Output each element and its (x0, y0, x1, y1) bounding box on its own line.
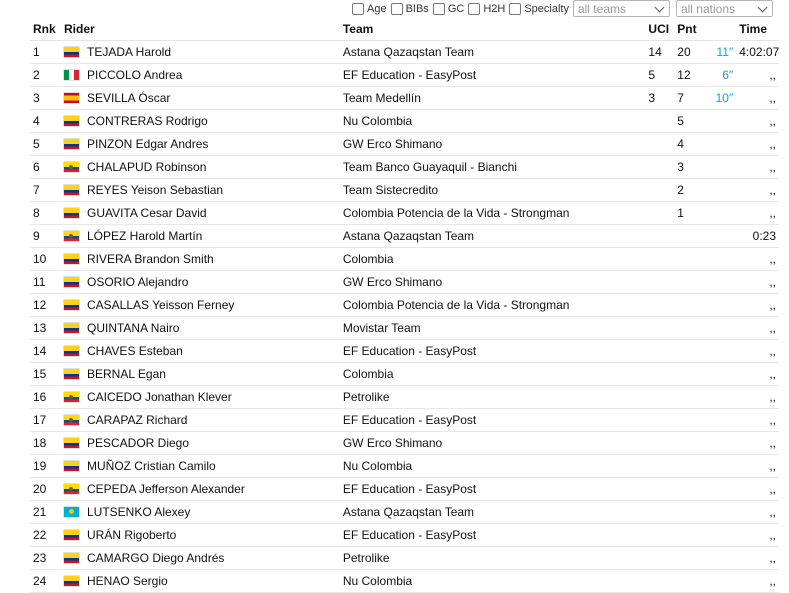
bonus-cell (706, 547, 736, 570)
flag-ecu-icon (64, 162, 79, 172)
pnt-cell: 5 (674, 110, 706, 133)
flag-ecu-icon (64, 415, 79, 425)
header-rider[interactable]: Rider (61, 18, 340, 41)
pnt-cell (674, 225, 706, 248)
table-row (30, 409, 779, 432)
flag-col-icon (64, 530, 79, 540)
table-row (30, 524, 779, 547)
pnt-cell: 12 (674, 64, 706, 87)
time-cell: ,, (736, 110, 779, 133)
time-cell: ,, (736, 386, 779, 409)
team-link[interactable]: Nu Colombia (340, 455, 646, 478)
chevron-down-icon (758, 3, 768, 13)
table-row (30, 41, 779, 64)
pnt-cell: 1 (674, 202, 706, 225)
bonus-cell (706, 133, 736, 156)
table-row (30, 363, 779, 386)
uci-cell: 14 (645, 41, 674, 64)
flag-col-icon (64, 254, 79, 264)
bibs-checkbox[interactable] (391, 3, 403, 15)
flag-col-icon (64, 438, 79, 448)
uci-cell (645, 202, 674, 225)
rider-link[interactable]: TEJADA Harold (86, 45, 172, 59)
uci-cell (645, 363, 674, 386)
table-row (30, 432, 779, 455)
rank-cell: 6 (30, 156, 61, 179)
table-row (30, 87, 779, 110)
flag-col-icon (64, 300, 79, 310)
flag-ecu-icon (64, 392, 79, 402)
rank-cell: 12 (30, 294, 61, 317)
uci-cell (645, 478, 674, 501)
uci-cell (645, 271, 674, 294)
time-cell: ,, (736, 64, 779, 87)
flag-col-icon (64, 208, 79, 218)
flag-col-icon (64, 323, 79, 333)
chevron-down-icon (655, 3, 665, 13)
flag-col-icon (64, 47, 79, 57)
filter-age[interactable] (352, 3, 387, 15)
rider-link[interactable]: LÓPEZ Harold Martín (86, 229, 203, 243)
bonus-cell (706, 409, 736, 432)
rank-cell: 20 (30, 478, 61, 501)
uci-cell (645, 294, 674, 317)
rider-cell (61, 64, 340, 87)
bonus-cell: 6″ (706, 64, 736, 87)
header-rnk[interactable]: Rnk (30, 18, 61, 41)
rank-cell: 11 (30, 271, 61, 294)
table-header-row (30, 18, 779, 41)
flag-kaz-icon (64, 507, 79, 517)
flag-ecu-icon (64, 231, 79, 241)
team-select[interactable] (573, 0, 670, 17)
table-row (30, 294, 779, 317)
time-cell: ,, (736, 501, 779, 524)
rider-cell (61, 179, 340, 202)
bonus-cell (706, 225, 736, 248)
time-cell: ,, (736, 570, 779, 593)
pnt-cell: 4 (674, 133, 706, 156)
bonus-cell (706, 294, 736, 317)
time-cell: ,, (736, 455, 779, 478)
time-cell: 4:02:07 (736, 41, 779, 64)
header-team[interactable]: Team (340, 18, 646, 41)
rank-cell: 10 (30, 248, 61, 271)
rider-cell (61, 271, 340, 294)
flag-col-icon (64, 277, 79, 287)
time-cell: ,, (736, 87, 779, 110)
rider-cell (61, 41, 340, 64)
team-link[interactable]: Nu Colombia (340, 110, 646, 133)
h2h-label: H2H (483, 2, 506, 15)
time-cell: ,, (736, 294, 779, 317)
team-link[interactable]: GW Erco Shimano (340, 133, 646, 156)
table-row (30, 501, 779, 524)
bonus-cell (706, 455, 736, 478)
pnt-cell: 2 (674, 179, 706, 202)
rider-link[interactable]: PESCADOR Diego (86, 436, 190, 450)
team-link[interactable]: Colombia (340, 363, 646, 386)
nation-select-value: all nations (680, 1, 736, 16)
bonus-cell (706, 317, 736, 340)
rider-cell (61, 110, 340, 133)
uci-cell (645, 248, 674, 271)
rider-link[interactable]: URÁN Rigoberto (86, 528, 177, 542)
team-link[interactable]: Team Sistecredito (340, 179, 646, 202)
nation-select[interactable] (676, 0, 773, 17)
bonus-cell (706, 524, 736, 547)
age-checkbox[interactable] (352, 3, 364, 15)
age-label: Age (367, 2, 387, 15)
table-row (30, 455, 779, 478)
team-select-value: all teams (577, 1, 626, 16)
rider-cell (61, 340, 340, 363)
time-cell: ,, (736, 340, 779, 363)
flag-ita-icon (64, 70, 79, 80)
time-cell: ,, (736, 248, 779, 271)
pnt-cell (674, 409, 706, 432)
filter-bibs[interactable] (391, 3, 429, 15)
team-link[interactable]: Astana Qazaqstan Team (340, 225, 646, 248)
uci-cell (645, 432, 674, 455)
table-row (30, 478, 779, 501)
header-bonus (706, 18, 736, 41)
flag-col-icon (64, 576, 79, 586)
rider-link[interactable]: PICCOLO Andrea (86, 68, 183, 82)
pnt-cell: 20 (674, 41, 706, 64)
rank-cell: 5 (30, 133, 61, 156)
bonus-cell (706, 432, 736, 455)
header-pnt[interactable]: Pnt (674, 18, 706, 41)
rider-cell (61, 133, 340, 156)
results-table (30, 18, 779, 593)
table-row (30, 271, 779, 294)
rank-cell: 19 (30, 455, 61, 478)
pnt-cell: 3 (674, 156, 706, 179)
pnt-cell (674, 271, 706, 294)
rider-cell (61, 432, 340, 455)
table-row (30, 133, 779, 156)
rider-link[interactable]: PINZON Edgar Andres (86, 137, 209, 151)
rider-cell (61, 202, 340, 225)
rank-cell: 13 (30, 317, 61, 340)
table-row (30, 340, 779, 363)
uci-cell (645, 386, 674, 409)
pnt-cell (674, 455, 706, 478)
time-cell: ,, (736, 409, 779, 432)
rider-link[interactable]: MUÑOZ Cristian Camilo (86, 459, 216, 473)
table-row (30, 110, 779, 133)
bonus-cell (706, 501, 736, 524)
rider-link[interactable]: BERNAL Egan (86, 367, 166, 381)
time-cell: 0:23 (736, 225, 779, 248)
pnt-cell (674, 294, 706, 317)
results-body (30, 41, 779, 593)
flag-col-icon (64, 116, 79, 126)
rank-cell: 1 (30, 41, 61, 64)
team-link[interactable]: Petrolike (340, 547, 646, 570)
uci-cell (645, 547, 674, 570)
bonus-cell (706, 570, 736, 593)
bonus-cell (706, 386, 736, 409)
team-link[interactable]: Movistar Team (340, 317, 646, 340)
table-row (30, 317, 779, 340)
bonus-cell (706, 478, 736, 501)
rider-cell (61, 294, 340, 317)
rider-cell (61, 248, 340, 271)
rank-cell: 18 (30, 432, 61, 455)
specialty-checkbox[interactable] (509, 3, 521, 15)
rider-link[interactable]: GUAVITA Cesar David (86, 206, 207, 220)
rank-cell: 22 (30, 524, 61, 547)
rider-cell (61, 363, 340, 386)
flag-ecu-icon (64, 484, 79, 494)
time-cell: ,, (736, 133, 779, 156)
rider-cell (61, 87, 340, 110)
time-cell: ,, (736, 202, 779, 225)
time-cell: ,, (736, 156, 779, 179)
pnt-cell: 7 (674, 87, 706, 110)
rider-cell (61, 156, 340, 179)
rank-cell: 4 (30, 110, 61, 133)
rider-cell (61, 501, 340, 524)
rider-cell (61, 386, 340, 409)
rider-link[interactable]: CEPEDA Jefferson Alexander (86, 482, 245, 496)
pnt-cell (674, 317, 706, 340)
filter-bar (352, 0, 779, 17)
rider-link[interactable]: CHALAPUD Robinson (86, 160, 207, 174)
flag-col-icon (64, 139, 79, 149)
uci-cell (645, 110, 674, 133)
team-link[interactable]: Team Medellín (340, 87, 646, 110)
team-link[interactable]: GW Erco Shimano (340, 432, 646, 455)
team-link[interactable]: Colombia Potencia de la Vida - Strongman (340, 294, 646, 317)
header-time[interactable]: Time (736, 18, 779, 41)
pnt-cell (674, 570, 706, 593)
team-link[interactable]: EF Education - EasyPost (340, 478, 646, 501)
uci-cell (645, 524, 674, 547)
uci-cell (645, 317, 674, 340)
flag-col-icon (64, 185, 79, 195)
uci-cell (645, 409, 674, 432)
pnt-cell (674, 386, 706, 409)
pnt-cell (674, 432, 706, 455)
header-uci[interactable]: UCI (645, 18, 674, 41)
rider-link[interactable]: CARAPAZ Richard (86, 413, 188, 427)
rider-link[interactable]: CONTRERAS Rodrigo (86, 114, 208, 128)
filter-h2h[interactable] (468, 3, 505, 15)
time-cell: ,, (736, 432, 779, 455)
flag-esp-icon (64, 93, 79, 103)
pnt-cell (674, 340, 706, 363)
team-link[interactable]: Colombia (340, 248, 646, 271)
bonus-cell (706, 179, 736, 202)
rank-cell: 21 (30, 501, 61, 524)
team-link[interactable]: Colombia Potencia de la Vida - Strongman (340, 202, 646, 225)
rider-link[interactable]: CHAVES Esteban (86, 344, 183, 358)
time-cell: ,, (736, 547, 779, 570)
team-link[interactable]: EF Education - EasyPost (340, 64, 646, 87)
pnt-cell (674, 501, 706, 524)
team-link[interactable]: Petrolike (340, 386, 646, 409)
bonus-cell: 10″ (706, 87, 736, 110)
time-cell: ,, (736, 271, 779, 294)
uci-cell (645, 133, 674, 156)
table-row (30, 547, 779, 570)
bonus-cell: 11″ (706, 41, 736, 64)
specialty-label: Specialty (524, 2, 569, 15)
rider-link[interactable]: HENAO Sergio (86, 574, 168, 588)
team-link[interactable]: EF Education - EasyPost (340, 524, 646, 547)
pnt-cell (674, 547, 706, 570)
team-link[interactable]: Astana Qazaqstan Team (340, 501, 646, 524)
team-link[interactable]: Team Banco Guayaquil - Bianchi (340, 156, 646, 179)
filter-specialty[interactable] (509, 3, 569, 15)
table-row (30, 64, 779, 87)
table-row (30, 248, 779, 271)
rider-link[interactable]: RIVERA Brandon Smith (86, 252, 214, 266)
bonus-cell (706, 156, 736, 179)
team-link[interactable]: Nu Colombia (340, 570, 646, 593)
rider-link[interactable]: CASALLAS Yeisson Ferney (86, 298, 235, 312)
rank-cell: 2 (30, 64, 61, 87)
bonus-cell (706, 271, 736, 294)
bonus-cell (706, 202, 736, 225)
rider-cell (61, 524, 340, 547)
uci-cell: 5 (645, 64, 674, 87)
team-link[interactable]: EF Education - EasyPost (340, 409, 646, 432)
time-cell: ,, (736, 524, 779, 547)
table-row (30, 570, 779, 593)
uci-cell (645, 455, 674, 478)
time-cell: ,, (736, 478, 779, 501)
rank-cell: 9 (30, 225, 61, 248)
flag-col-icon (64, 369, 79, 379)
rider-link[interactable]: OSORIO Alejandro (86, 275, 189, 289)
table-row (30, 202, 779, 225)
team-link[interactable]: Astana Qazaqstan Team (340, 41, 646, 64)
team-link[interactable]: EF Education - EasyPost (340, 340, 646, 363)
h2h-checkbox[interactable] (468, 3, 480, 15)
flag-col-icon (64, 553, 79, 563)
uci-cell (645, 179, 674, 202)
rider-cell (61, 478, 340, 501)
rider-cell (61, 570, 340, 593)
pnt-cell (674, 363, 706, 386)
rank-cell: 7 (30, 179, 61, 202)
pnt-cell (674, 478, 706, 501)
time-cell: ,, (736, 317, 779, 340)
pnt-cell (674, 248, 706, 271)
rider-link[interactable]: SEVILLA Óscar (86, 91, 171, 105)
table-row (30, 179, 779, 202)
rank-cell: 8 (30, 202, 61, 225)
uci-cell (645, 501, 674, 524)
rider-cell (61, 547, 340, 570)
rank-cell: 15 (30, 363, 61, 386)
bonus-cell (706, 110, 736, 133)
gc-label: GC (447, 2, 465, 15)
rank-cell: 14 (30, 340, 61, 363)
bonus-cell (706, 363, 736, 386)
uci-cell (645, 570, 674, 593)
uci-cell: 3 (645, 87, 674, 110)
rank-cell: 24 (30, 570, 61, 593)
time-cell: ,, (736, 363, 779, 386)
table-row (30, 225, 779, 248)
filter-gc[interactable] (433, 3, 465, 15)
table-row (30, 156, 779, 179)
flag-col-icon (64, 346, 79, 356)
team-link[interactable]: GW Erco Shimano (340, 271, 646, 294)
time-cell: ,, (736, 179, 779, 202)
rank-cell: 16 (30, 386, 61, 409)
rider-cell (61, 455, 340, 478)
rider-cell (61, 225, 340, 248)
bonus-cell (706, 248, 736, 271)
rank-cell: 17 (30, 409, 61, 432)
rider-link[interactable]: CAMARGO Diego Andrés (86, 551, 225, 565)
rider-cell (61, 409, 340, 432)
table-row (30, 386, 779, 409)
gc-checkbox[interactable] (433, 3, 445, 15)
rider-link[interactable]: CAICEDO Jonathan Klever (86, 390, 232, 404)
rider-cell (61, 317, 340, 340)
uci-cell (645, 156, 674, 179)
flag-col-icon (64, 461, 79, 471)
rider-link[interactable]: REYES Yeison Sebastian (86, 183, 224, 197)
rank-cell: 23 (30, 547, 61, 570)
pnt-cell (674, 524, 706, 547)
bibs-label: BIBs (405, 2, 429, 15)
bonus-cell (706, 340, 736, 363)
rider-link[interactable]: LUTSENKO Alexey (86, 505, 191, 519)
uci-cell (645, 225, 674, 248)
rank-cell: 3 (30, 87, 61, 110)
uci-cell (645, 340, 674, 363)
rider-link[interactable]: QUINTANA Nairo (86, 321, 180, 335)
